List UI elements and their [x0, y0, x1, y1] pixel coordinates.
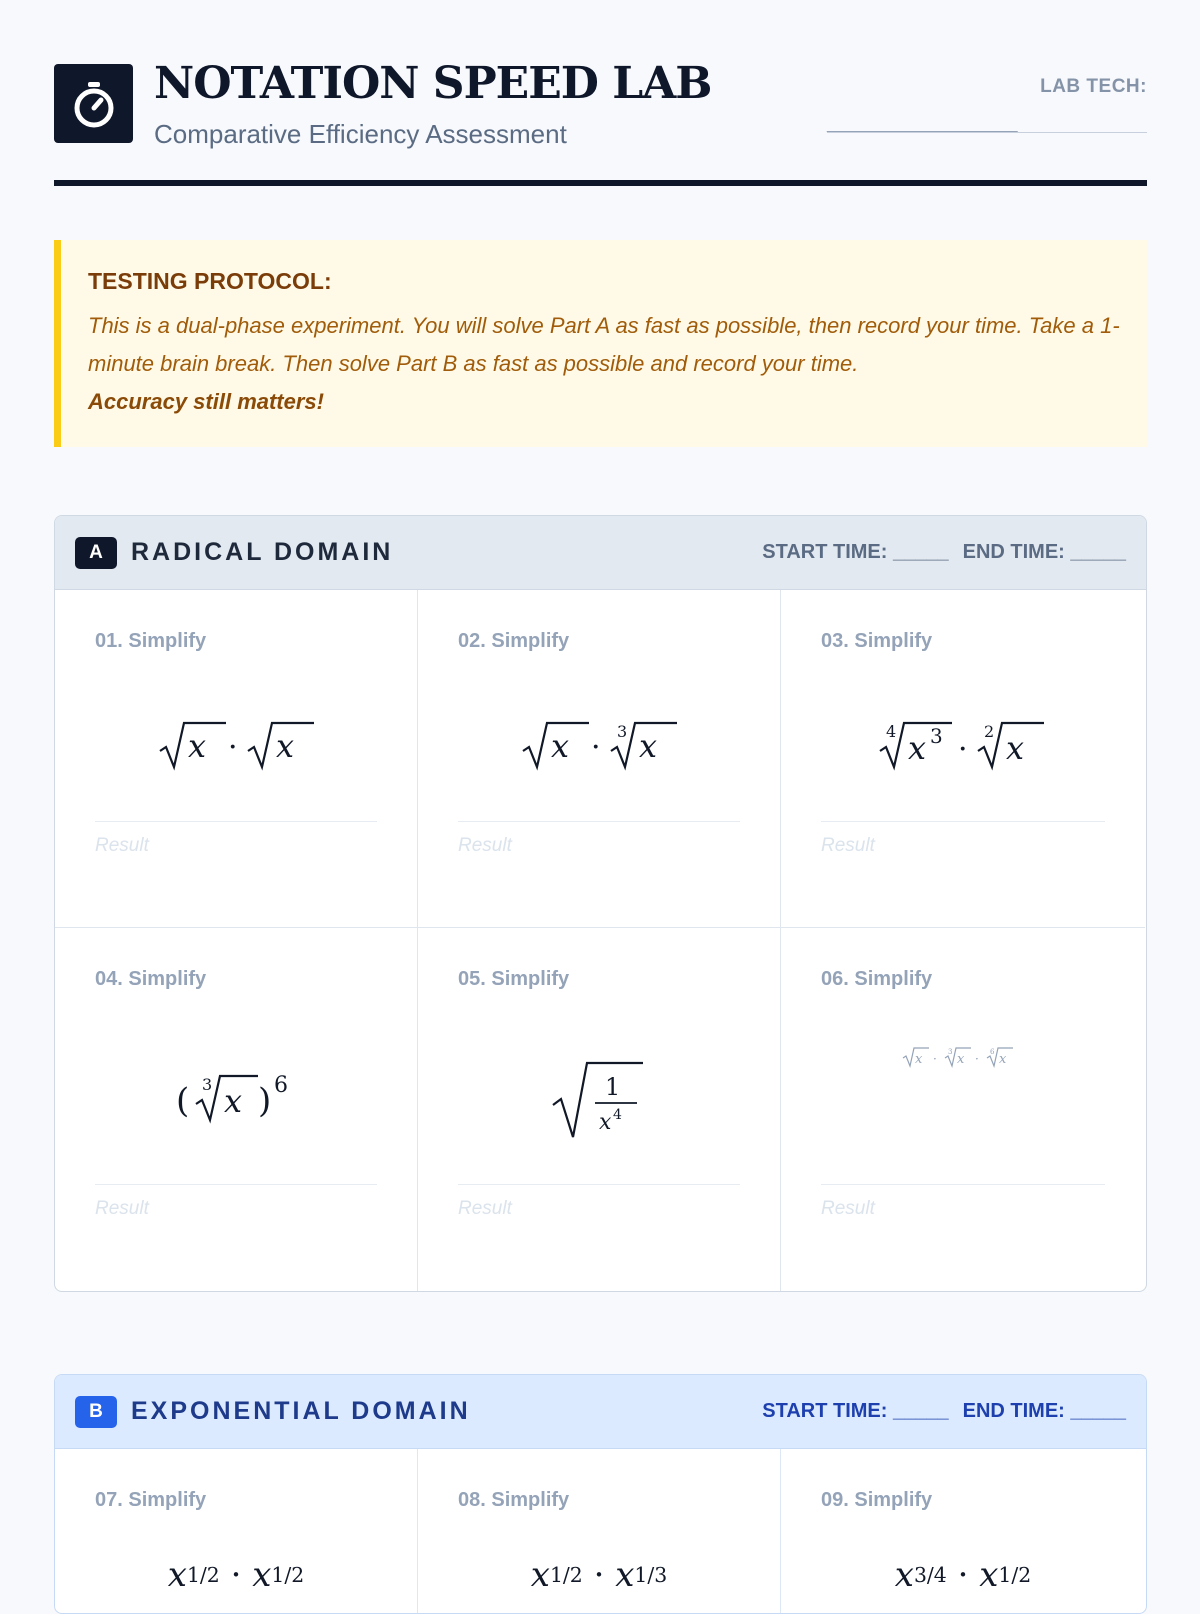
math-exponent: 3/4: [913, 1563, 947, 1587]
problem-expression: [781, 1545, 1145, 1605]
result-placeholder: Result: [95, 835, 149, 856]
math-dot: ·: [593, 1555, 605, 1595]
result-placeholder: Result: [458, 1198, 512, 1219]
math-var: x: [276, 727, 295, 765]
problem-label: 09. Simplify: [821, 1489, 933, 1511]
stopwatch-icon: [54, 64, 133, 143]
lab-tech-label: LAB TECH:: [1040, 76, 1147, 97]
start-time-field[interactable]: START TIME: _____: [762, 1400, 949, 1422]
math-exponent: 1/2: [998, 1563, 1032, 1587]
math-var: x: [1006, 729, 1025, 767]
protocol-text: [88, 307, 1121, 421]
math-power: 3: [930, 724, 943, 748]
fraction-numerator: 1: [605, 1073, 621, 1101]
section-badge: A: [75, 537, 117, 569]
problem-expression: [55, 1545, 417, 1605]
problem-label: 03. Simplify: [821, 630, 933, 652]
math-dot: ·: [958, 732, 968, 767]
problem-expression: [781, 690, 1145, 800]
problem-card: [781, 590, 1145, 928]
result-answer-line[interactable]: [821, 821, 1105, 822]
start-time-field[interactable]: START TIME: _____: [762, 541, 949, 563]
section-title: EXPONENTIAL DOMAIN: [131, 1397, 471, 1425]
result-placeholder: Result: [821, 1198, 875, 1219]
math-var: x: [615, 1555, 635, 1595]
worksheet-page: [54, 0, 1147, 1595]
math-var: x: [979, 1555, 999, 1595]
result-answer-line[interactable]: [95, 1184, 377, 1185]
math-power: 4: [613, 1107, 622, 1123]
page-subtitle: Comparative Efficiency Assessment: [154, 119, 567, 149]
math-dot: ·: [933, 1052, 937, 1066]
math-dot: ·: [957, 1555, 969, 1595]
section-badge: B: [75, 1396, 117, 1428]
protocol-emphasis: Accuracy still matters!: [88, 389, 324, 414]
end-time-field[interactable]: END TIME: _____: [962, 541, 1126, 563]
radical-index: 3: [948, 1048, 953, 1056]
section-title: RADICAL DOMAIN: [131, 538, 394, 566]
math-dot: ·: [228, 730, 238, 765]
time-fields: [762, 1400, 1126, 1423]
math-paren: ): [258, 1081, 272, 1121]
math-dot: ·: [230, 1555, 242, 1595]
problem-label: 06. Simplify: [821, 968, 933, 990]
header: [54, 0, 1147, 186]
math-dot: ·: [591, 730, 601, 765]
problem-label: 08. Simplify: [458, 1489, 570, 1511]
problem-expression: [55, 690, 417, 800]
section-exponential-domain: [54, 1374, 1147, 1614]
problem-grid: [55, 590, 1146, 1291]
problem-card: [418, 1449, 781, 1614]
math-exponent: 1/2: [549, 1563, 583, 1587]
radical-index: 3: [202, 1075, 213, 1094]
problem-label: 07. Simplify: [95, 1489, 207, 1511]
lab-tech-field[interactable]: [827, 116, 1147, 133]
result-placeholder: Result: [821, 835, 875, 856]
math-var: x: [530, 1555, 550, 1595]
section-header: [55, 516, 1146, 590]
math-var: x: [188, 727, 207, 765]
math-var: x: [957, 1052, 965, 1067]
problem-expression: [418, 1038, 780, 1158]
problem-card: [55, 928, 418, 1291]
math-var: x: [639, 727, 658, 765]
header-divider: [54, 180, 1147, 186]
math-power: 6: [274, 1073, 288, 1098]
math-exponent: 1/3: [634, 1563, 668, 1587]
lab-tech-value: ________________________: [827, 116, 1017, 133]
math-exponent: 1/2: [271, 1563, 305, 1587]
math-paren: (: [176, 1081, 190, 1121]
math-var: x: [599, 1110, 612, 1135]
math-var: x: [908, 729, 927, 767]
math-dot: ·: [975, 1052, 979, 1066]
result-answer-line[interactable]: [458, 821, 740, 822]
problem-card: [55, 590, 418, 928]
page-title: NOTATION SPEED LAB: [154, 58, 712, 109]
problem-label: 02. Simplify: [458, 630, 570, 652]
math-var: x: [167, 1555, 187, 1595]
math-exponent: 1/2: [186, 1563, 220, 1587]
problem-grid: [55, 1449, 1146, 1614]
math-var: x: [224, 1082, 243, 1120]
radical-index: 6: [990, 1048, 995, 1056]
protocol-body: This is a dual-phase experiment. You will solve Part A as fast as possible, then record your time. Take a 1-minute brain break. Then solve Part B as fast as possible and record your time.: [88, 313, 1120, 376]
problem-card: [418, 590, 781, 928]
protocol-heading: TESTING PROTOCOL:: [88, 268, 332, 294]
problem-label: 04. Simplify: [95, 968, 207, 990]
radical-index: 2: [984, 722, 995, 741]
result-placeholder: Result: [458, 835, 512, 856]
problem-expression: [781, 1038, 1145, 1164]
problem-expression: [418, 1545, 780, 1605]
testing-protocol-box: [54, 240, 1147, 447]
section-radical-domain: [54, 515, 1147, 1292]
end-time-field[interactable]: END TIME: _____: [962, 1400, 1126, 1422]
math-var: x: [999, 1052, 1007, 1067]
problem-card: [781, 928, 1145, 1291]
problem-label: 01. Simplify: [95, 630, 207, 652]
result-answer-line[interactable]: [821, 1184, 1105, 1185]
radical-index: 4: [886, 722, 897, 741]
result-answer-line[interactable]: [458, 1184, 740, 1185]
time-fields: [762, 541, 1126, 564]
problem-card: [55, 1449, 418, 1614]
result-answer-line[interactable]: [95, 821, 377, 822]
problem-expression: [418, 690, 780, 800]
problem-card: [781, 1449, 1145, 1614]
problem-label: 05. Simplify: [458, 968, 570, 990]
math-var: x: [894, 1555, 914, 1595]
section-header: [55, 1375, 1146, 1449]
result-placeholder: Result: [95, 1198, 149, 1219]
problem-expression: [55, 1038, 417, 1158]
math-var: x: [915, 1052, 923, 1067]
math-var: x: [252, 1555, 272, 1595]
problem-card: [418, 928, 781, 1291]
radical-index: 3: [617, 722, 628, 741]
math-var: x: [551, 727, 570, 765]
